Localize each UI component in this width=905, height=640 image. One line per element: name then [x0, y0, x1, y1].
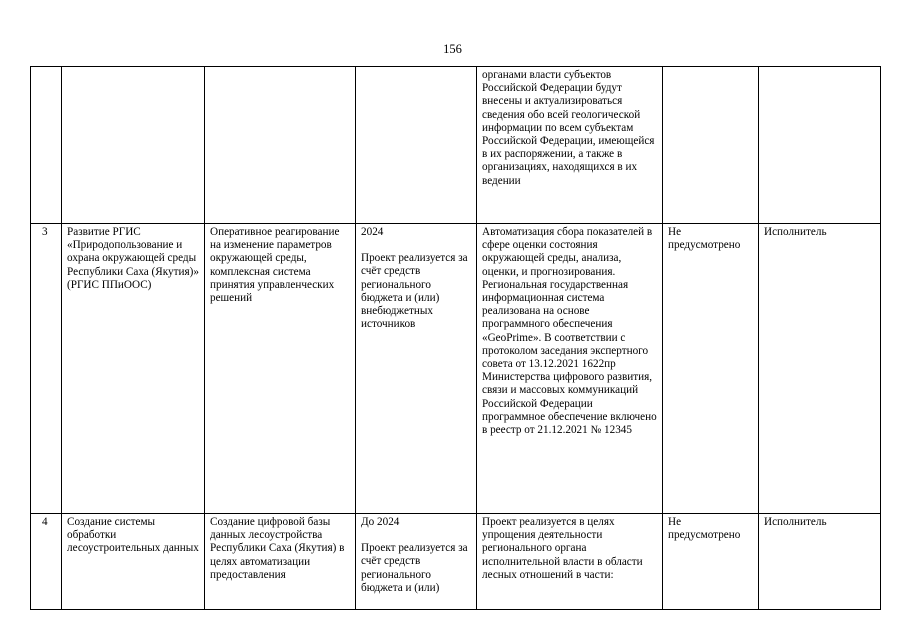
term-note: Проект реализуется за счёт средств регионального бюджета и (или) внебюджетных источников: [361, 252, 468, 331]
project-role: Исполнитель: [759, 224, 881, 514]
activities-table: [30, 66, 881, 610]
project-term: [356, 67, 477, 224]
project-description: Проект реализуется в целях упрощения деятельности регионального органа исполнительной власти в области лесных отношений в части:: [477, 514, 663, 610]
project-name: [62, 67, 205, 224]
project-role: [759, 67, 881, 224]
project-name: Развитие РГИС «Природопользование и охрана окружающей среды Республики Саха (Якутия)» (РГИС ППиООС): [62, 224, 205, 514]
row-number: [31, 67, 62, 224]
project-funding: [663, 67, 759, 224]
row-number: 3: [31, 224, 62, 514]
term-year: До 2024: [361, 516, 400, 528]
project-goal: [205, 67, 356, 224]
project-role: Исполнитель: [759, 514, 881, 610]
term-note: Проект реализуется за счёт средств регионального бюджета и (или): [361, 542, 468, 594]
project-funding: Не предусмотрено: [663, 224, 759, 514]
term-year: 2024: [361, 226, 384, 238]
project-description: органами власти субъектов Российской Федерации будут внесены и актуализироваться сведения обо всей геологической информации по всем субъектам Российской Федерации, имеющейся в их распоряжении, а также в организациях, находящихся в их ведении: [477, 67, 663, 224]
row-number: 4: [31, 514, 62, 610]
project-goal: Оперативное реагирование на изменение параметров окружающей среды, комплексная система принятия управленческих решений: [205, 224, 356, 514]
project-term: [356, 514, 477, 610]
project-term: [356, 224, 477, 514]
project-funding: Не предусмотрено: [663, 514, 759, 610]
table-row: [31, 224, 881, 514]
project-goal: Создание цифровой базы данных лесоустройства Республики Саха (Якутия) в целях автоматизации предоставления: [205, 514, 356, 610]
page-number: 156: [443, 42, 462, 56]
table-row: [31, 67, 881, 224]
project-name: Создание системы обработки лесоустроительных данных: [62, 514, 205, 610]
project-description: Автоматизация сбора показателей в сфере оценки состояния окружающей среды, анализа, оценки, и прогнозирования. Региональная государственная информационная система реализована на основе программного обеспечения «GeoPrime». В соответствии с протоколом заседания экспертного совета от 13.12.2021 1622пр Министерства цифрового развития, связи и массовых коммуникаций Российской Федерации программное обеспечение включено в реестр от 21.12.2021 № 12345: [477, 224, 663, 514]
table-row: [31, 514, 881, 610]
